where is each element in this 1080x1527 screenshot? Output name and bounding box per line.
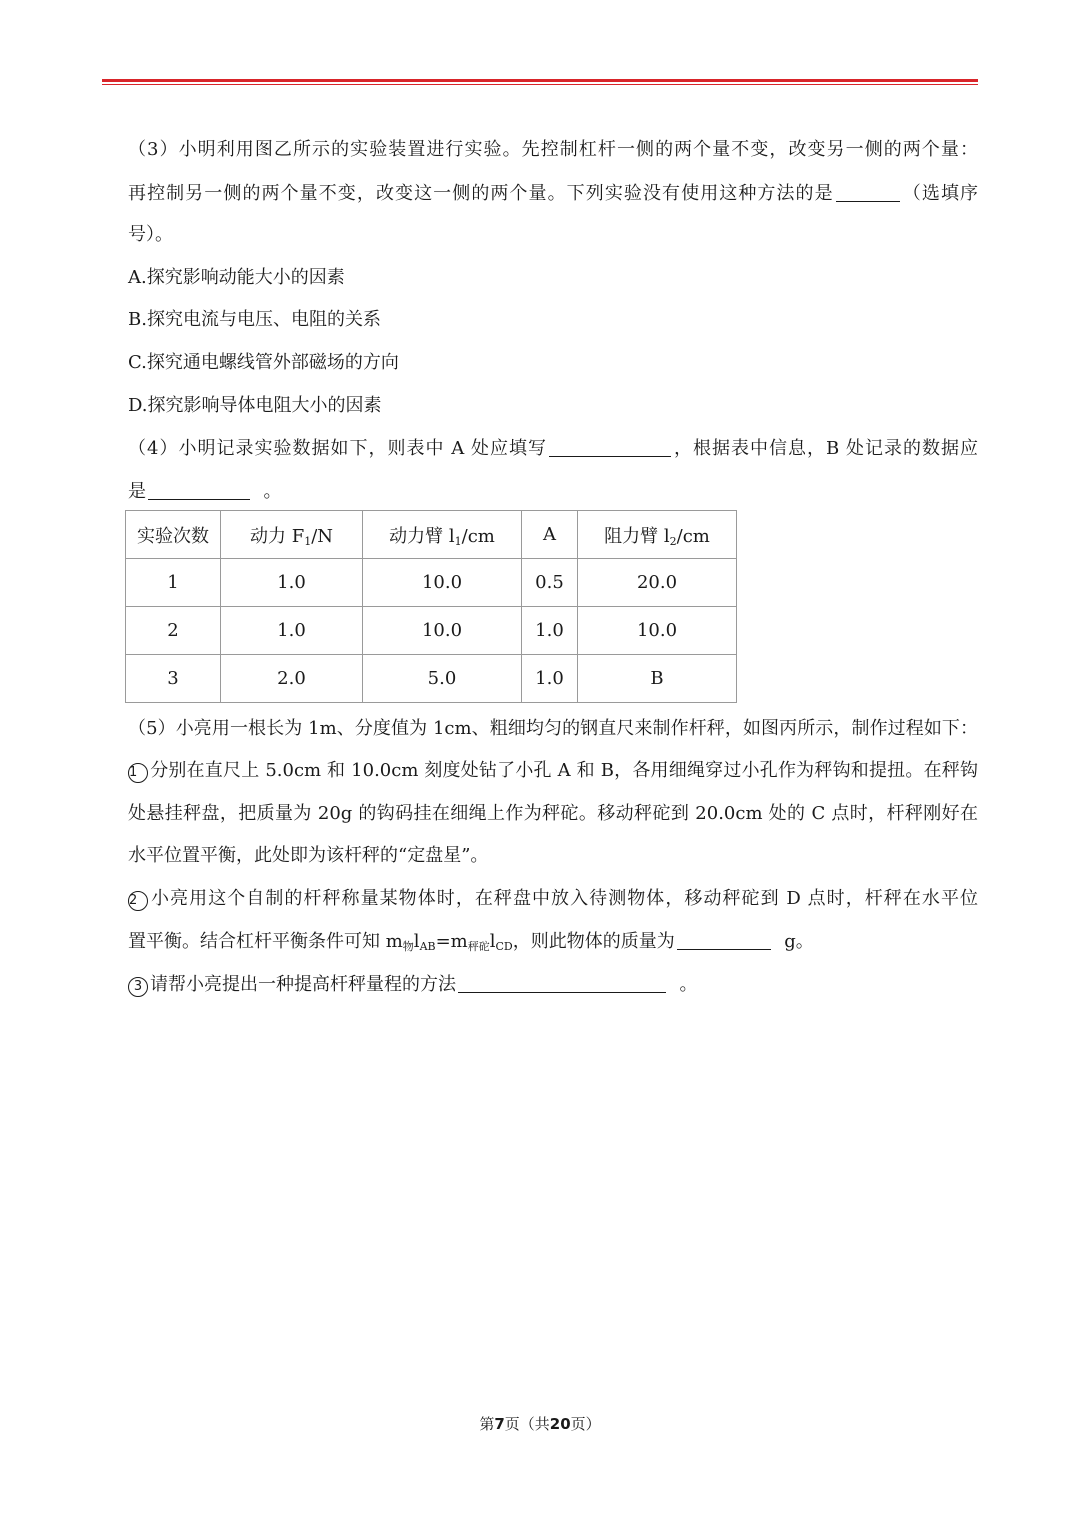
q4-line2: 是 。 — [128, 481, 282, 502]
q5-line1: （5）小亮用一根长为 1m、分度值为 1cm、粗细均匀的钢直尺来制作杆秤，如图丙所示，制作过程如下： — [128, 718, 978, 739]
page-footer: 第7页（共20页） — [479, 1415, 601, 1433]
option-d: D.探究影响导体电阻大小的因素 — [128, 395, 382, 416]
table-row — [126, 607, 737, 655]
table-cell: 0.5 — [522, 559, 578, 607]
q3-line1: （3）小明利用图乙所示的实验装置进行实验。先控制杠杆一侧的两个量不变，改变另一侧的两个量： — [128, 139, 978, 160]
header-rule-thick — [102, 79, 978, 82]
table-cell: 2 — [126, 607, 221, 655]
table-cell: 2.0 — [221, 655, 363, 703]
table-cell: 10.0 — [363, 559, 522, 607]
data-table — [125, 510, 737, 703]
table-cell: 10.0 — [363, 607, 522, 655]
q5-step2-line2: 置平衡。结合杠杆平衡条件可知 $m_物l_{AB}=m_{秤砣}l_{CD}$，则此物体的质量为 g。 — [128, 931, 814, 953]
answer-blank-q4-b[interactable] — [148, 479, 250, 500]
answer-blank-q5-mass[interactable] — [677, 929, 771, 950]
q5-step1-line2: 处悬挂秤盘，把质量为 20g 的钩码挂在细绳上作为秤砣。移动秤砣到 20.0cm 处的 C 点时，杆秤刚好在 — [128, 803, 978, 824]
step-2-marker: 2 — [128, 891, 148, 911]
q3-line2: 再控制另一侧的两个量不变，改变这一侧的两个量。下列实验没有使用这种方法的是 （选填序 — [128, 183, 979, 204]
table-cell: 1.0 — [221, 607, 363, 655]
option-a: A.探究影响动能大小的因素 — [128, 267, 345, 288]
option-b: B.探究电流与电压、电阻的关系 — [128, 309, 381, 330]
header-effort-arm: 动力臂 $l_1/cm$ — [363, 511, 522, 559]
q5-step3: 3 请帮小亮提出一种提高杆秤量程的方法 。 — [128, 972, 697, 997]
header-a: A — [522, 511, 578, 559]
total-pages: 20 — [549, 1415, 571, 1433]
q5-step2-line1: 2 小亮用这个自制的杆秤称量某物体时，在秤盘中放入待测物体，移动秤砣到 D 点时，杆秤在水平位 — [129, 888, 978, 909]
answer-blank-q5-method[interactable] — [458, 972, 666, 993]
table-cell: 1 — [126, 559, 221, 607]
answer-blank-q4-a[interactable] — [549, 436, 671, 457]
table-cell: 1.0 — [522, 607, 578, 655]
step-3-marker: 3 — [128, 977, 148, 997]
q5-step1-line1: 1 分别在直尺上 5.0cm 和 10.0cm 刻度处钻了小孔 A 和 B，各用细绳穿过小孔作为秤钩和提扭。在秤钩 — [129, 760, 978, 781]
table-cell: 3 — [126, 655, 221, 703]
answer-blank-q3[interactable] — [836, 181, 900, 202]
header-rule-thin — [102, 84, 978, 85]
page-number: 7 — [494, 1415, 505, 1433]
table-cell: 5.0 — [363, 655, 522, 703]
table-header-row — [126, 511, 737, 559]
table-cell: 20.0 — [578, 559, 737, 607]
step-1-marker: 1 — [128, 763, 148, 783]
header-effort-force: 动力 $F_1/N$ — [221, 511, 363, 559]
table-cell: 10.0 — [578, 607, 737, 655]
header-trial: 实验次数 — [126, 511, 221, 559]
q4-line1: （4）小明记录实验数据如下，则表中 A 处应填写 ，根据表中信息，B 处记录的数据应 — [128, 438, 978, 459]
header-resistance-arm: 阻力臂 $l_2/cm$ — [578, 511, 737, 559]
table-cell: 1.0 — [221, 559, 363, 607]
option-c: C.探究通电螺线管外部磁场的方向 — [128, 352, 399, 373]
table-cell: 1.0 — [522, 655, 578, 703]
q5-step1-line3: 水平位置平衡，此处即为该杆秤的“定盘星”。 — [128, 845, 489, 866]
q3-line3: 号）。 — [128, 224, 173, 245]
table-row — [126, 655, 737, 703]
table-row — [126, 559, 737, 607]
table-cell: B — [578, 655, 737, 703]
